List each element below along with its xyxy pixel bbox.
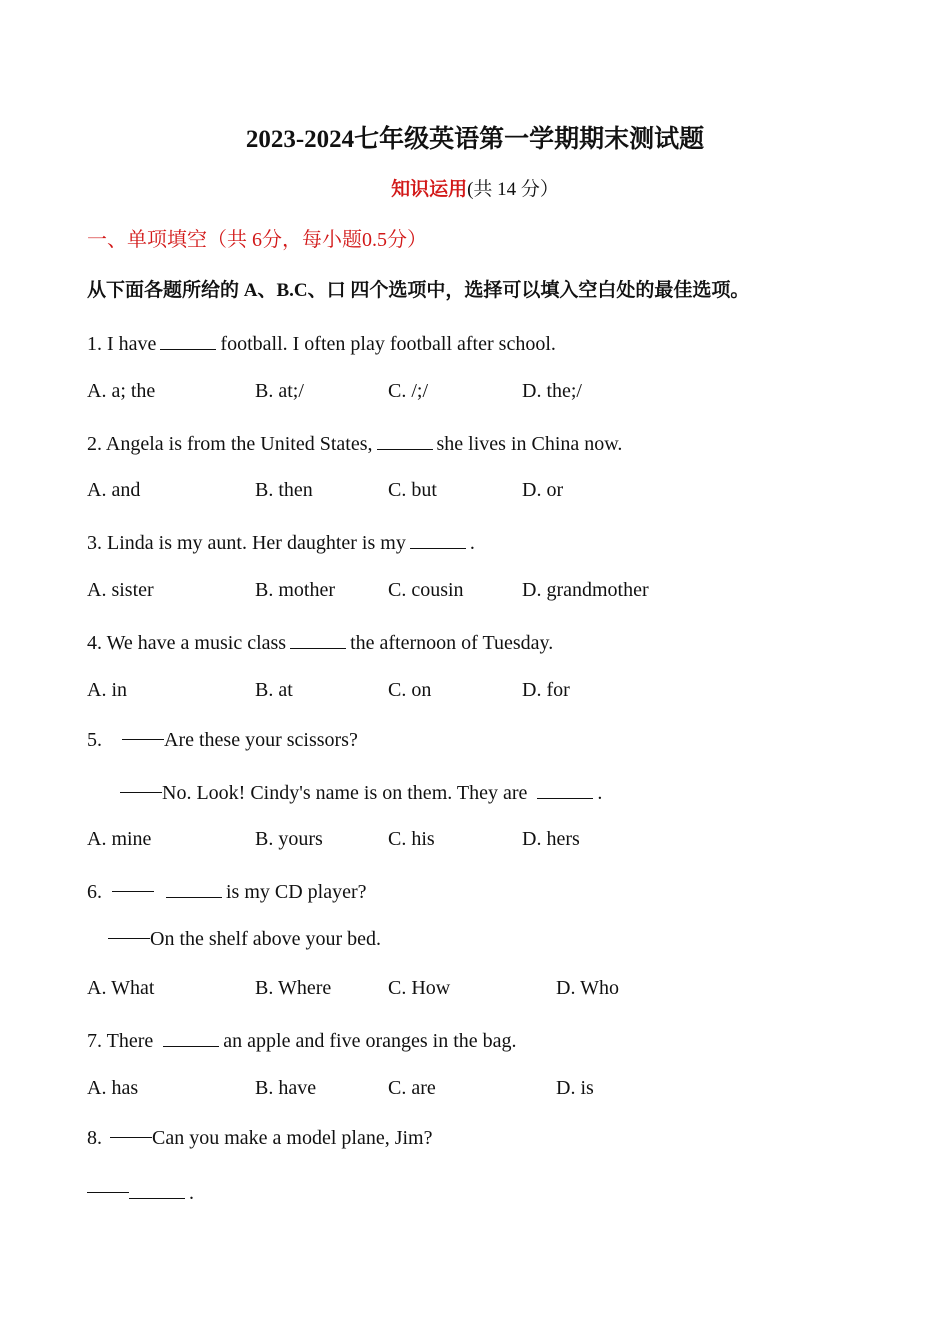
q3-option-d: D. grandmother — [522, 579, 649, 601]
answer-blank — [290, 630, 346, 649]
question-6-number: 6. — [87, 881, 102, 903]
question-6-line-1 — [87, 879, 367, 902]
q6-option-d: D. Who — [556, 977, 619, 999]
q2-option-c: C. but — [388, 479, 437, 501]
q1-option-b: B. at;/ — [255, 380, 304, 402]
question-1-stem-b: football. I often play football after school. — [220, 333, 556, 355]
q6-option-c: C. How — [388, 977, 451, 999]
part-name: 知识运用 — [391, 179, 468, 200]
q5-option-c: C. his — [388, 828, 435, 850]
question-3 — [87, 530, 475, 553]
question-8-line-2-end: . — [189, 1182, 194, 1204]
q7-option-c: C. are — [388, 1077, 436, 1099]
answer-blank — [129, 1180, 185, 1199]
dialogue-dash — [87, 1184, 129, 1193]
q1-option-c: C. /;/ — [388, 380, 429, 402]
question-7-stem-a: 7. There — [87, 1030, 154, 1052]
q2-option-a: A. and — [87, 479, 141, 501]
q1-option-d: D. the;/ — [522, 380, 582, 402]
q7-option-d: D. is — [556, 1077, 594, 1099]
dialogue-dash — [108, 930, 150, 939]
question-2-stem-a: 2. Angela is from the United States, — [87, 433, 373, 455]
question-2 — [87, 431, 622, 454]
dialogue-dash — [122, 731, 164, 740]
q7-option-a: A. has — [87, 1077, 139, 1099]
question-1-stem-a: 1. I have — [87, 333, 157, 355]
q5-option-b: B. yours — [255, 828, 323, 850]
question-2-stem-b: she lives in China now. — [436, 433, 623, 455]
question-5-line-1-text: Are these your scissors? — [164, 729, 358, 751]
question-7 — [87, 1028, 517, 1051]
answer-blank — [163, 1028, 219, 1047]
dialogue-dash — [110, 1129, 152, 1138]
question-5-number: 5. — [87, 729, 102, 751]
question-6-line-2 — [108, 929, 381, 949]
question-5-line-2-text: No. Look! Cindy's name is on them. They are — [162, 782, 528, 804]
q5-option-d: D. hers — [522, 828, 580, 850]
question-8-line-1-text: Can you make a model plane, Jim? — [152, 1127, 433, 1149]
q4-option-b: B. at — [255, 679, 293, 701]
answer-blank — [537, 780, 593, 799]
q3-option-b: B. mother — [255, 579, 335, 601]
q4-option-c: C. on — [388, 679, 432, 701]
q6-option-a: A. What — [87, 977, 155, 999]
q2-option-b: B. then — [255, 479, 313, 501]
question-7-stem-b: an apple and five oranges in the bag. — [223, 1030, 517, 1052]
answer-blank — [160, 331, 216, 350]
question-3-stem-b: . — [469, 532, 475, 554]
dialogue-dash — [112, 883, 154, 892]
question-8-number: 8. — [87, 1127, 102, 1149]
q5-option-a: A. mine — [87, 828, 152, 850]
dialogue-dash — [120, 784, 162, 793]
question-1 — [87, 331, 556, 354]
question-8-line-1 — [87, 1128, 432, 1148]
question-5-line-2 — [120, 780, 602, 803]
answer-blank — [377, 431, 433, 450]
question-3-stem-a: 3. Linda is my aunt. Her daughter is my — [87, 532, 406, 554]
q3-option-c: C. cousin — [388, 579, 464, 601]
q7-option-b: B. have — [255, 1077, 317, 1099]
answer-blank — [410, 530, 466, 549]
section-instruction: 从下面各题所给的 A、B.C、口 四个选项中，选择可以填入空白处的最佳选项。 — [87, 280, 750, 301]
q6-option-b: B. Where — [255, 977, 332, 999]
question-8-line-2 — [87, 1180, 194, 1203]
q4-option-d: D. for — [522, 679, 570, 701]
q2-option-d: D. or — [522, 479, 564, 501]
q3-option-a: A. sister — [87, 579, 154, 601]
question-5-line-2-end: . — [597, 782, 603, 804]
question-5-line-1 — [87, 730, 358, 750]
question-4-stem-b: the afternoon of Tuesday. — [350, 632, 554, 654]
part-score: (共 14 分） — [467, 179, 559, 200]
question-6-line-2-text: On the shelf above your bed. — [150, 928, 382, 950]
question-4-stem-a: 4. We have a music class — [87, 632, 287, 654]
q4-option-a: A. in — [87, 679, 127, 701]
question-6-line-1-text: is my CD player? — [226, 881, 367, 903]
answer-blank — [166, 879, 222, 898]
q1-option-a: A. a; the — [87, 380, 156, 402]
section-heading: 一、单项填空（共 6分，每小题0.5分） — [87, 229, 427, 251]
question-4 — [87, 630, 553, 653]
page-title: 2023-2024七年级英语第一学期期末测试题 — [245, 126, 705, 153]
part-heading — [0, 180, 950, 199]
